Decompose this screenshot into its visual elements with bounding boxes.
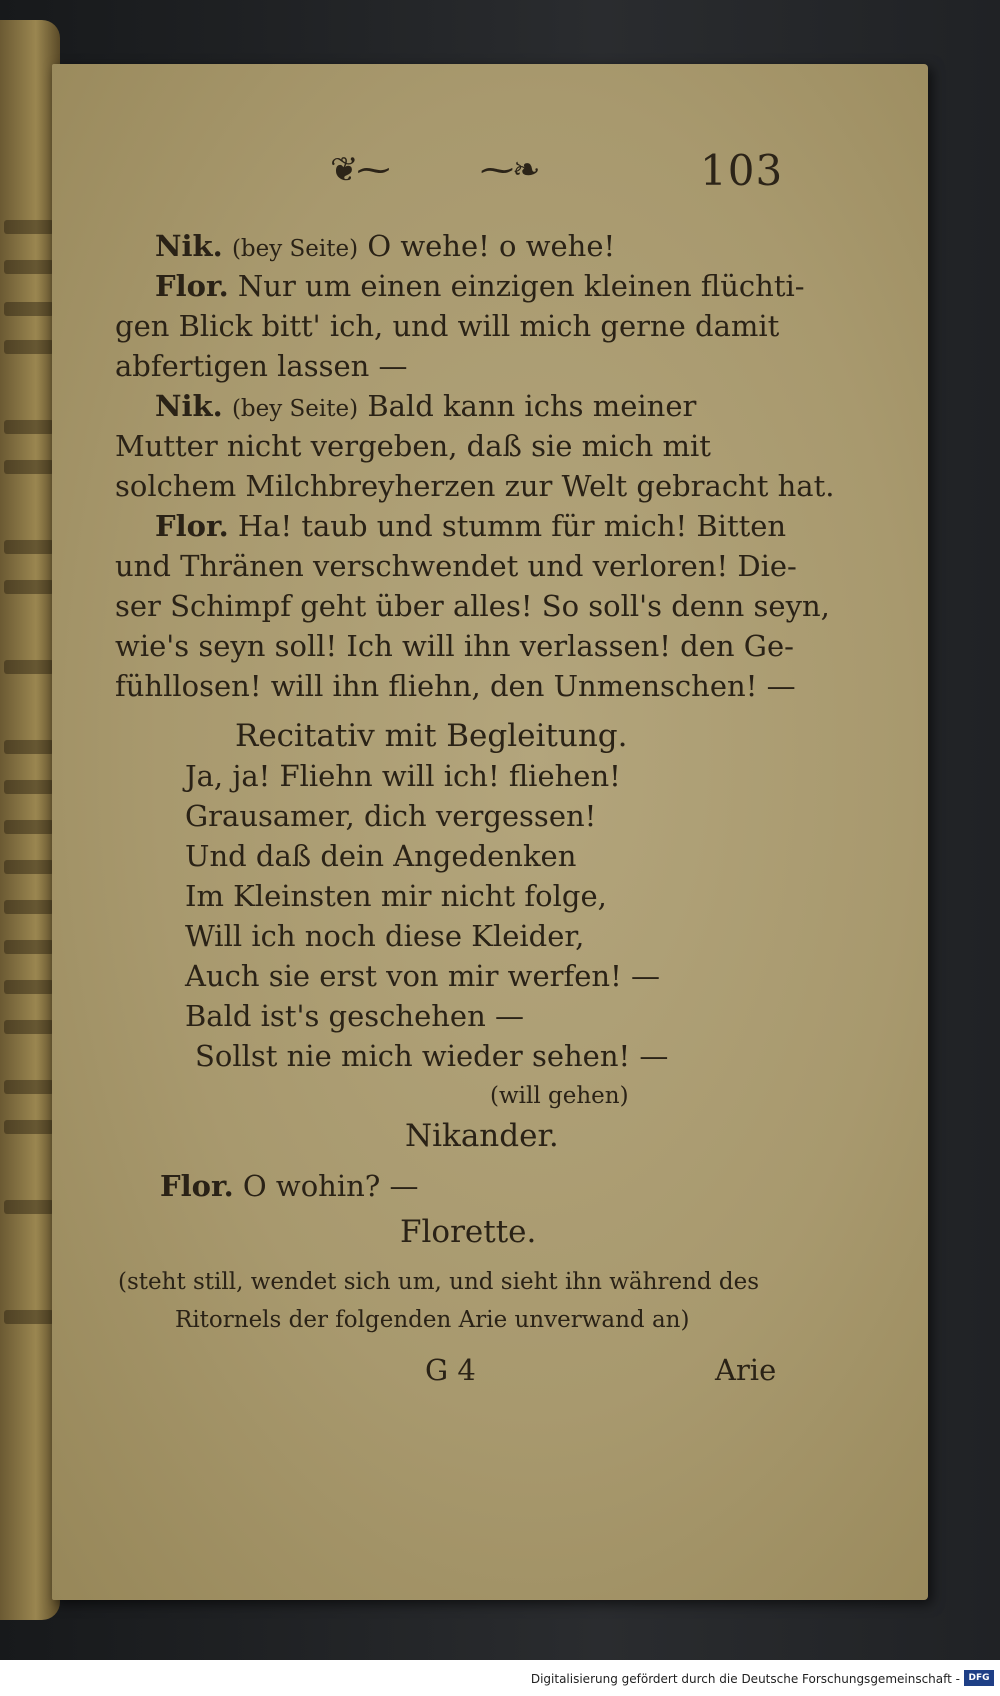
- line-text: Nur um einen einzigen kleinen flüchti-: [237, 269, 805, 303]
- stage-aside: (bey Seite): [231, 396, 359, 422]
- stage-direction: (steht still, wendet sich um, und sieht ihn während des: [118, 1269, 760, 1295]
- dialogue-line: wie's seyn soll! Ich will ihn verlassen! den Ge-: [115, 629, 794, 663]
- header-ornament-left: ❦⁓: [330, 150, 389, 190]
- dialogue-line: fühllosen! will ihn fliehn, den Unmenschen! —: [115, 669, 796, 703]
- dialogue-line: [155, 266, 805, 306]
- line-text: Bald kann ichs meiner: [367, 389, 697, 423]
- dialogue-line: solchem Milchbreyherzen zur Welt gebracht hat.: [115, 469, 835, 503]
- dfg-logo: DFG: [964, 1670, 994, 1686]
- dialogue-line: Mutter nicht vergeben, daß sie mich mit: [115, 429, 711, 463]
- stage-aside: (bey Seite): [231, 236, 359, 262]
- speaker-heading: Florette.: [400, 1214, 537, 1250]
- catchword: Arie: [715, 1353, 777, 1387]
- verse-line: Will ich noch diese Kleider,: [185, 919, 585, 953]
- funding-credit: Digitalisierung gefördert durch die Deutsche Forschungsgemeinschaft -: [530, 1672, 960, 1686]
- speaker: Flor.: [155, 509, 229, 543]
- dialogue-line: [155, 226, 615, 269]
- verse-line: Grausamer, dich vergessen!: [185, 799, 597, 833]
- signature-mark: G 4: [425, 1353, 476, 1387]
- page-number: 103: [700, 146, 784, 195]
- dialogue-line: [155, 506, 786, 546]
- dialogue-line: [155, 386, 696, 429]
- verse-line: Und daß dein Angedenken: [185, 839, 577, 873]
- dialogue-line: und Thränen verschwendet und verloren! Die-: [115, 549, 797, 583]
- verse-line: Auch sie erst von mir werfen! —: [185, 959, 660, 993]
- speaker: Flor.: [155, 269, 229, 303]
- stage-direction: Ritornels der folgenden Arie unverwand an): [175, 1307, 690, 1333]
- speaker: Flor.: [160, 1169, 234, 1203]
- dialogue-line: gen Blick bitt' ich, und will mich gerne damit: [115, 309, 780, 343]
- verse-line: Bald ist's geschehen —: [185, 999, 524, 1033]
- dialogue-line: ser Schimpf geht über alles! So soll's denn seyn,: [115, 589, 830, 623]
- section-heading: Recitativ mit Begleitung.: [235, 718, 628, 754]
- previous-page-edge: [0, 20, 60, 1620]
- stage-direction: (will gehen): [490, 1083, 629, 1109]
- line-text: O wohin? —: [242, 1169, 419, 1203]
- dialogue-line: [160, 1166, 419, 1206]
- dialogue-line: abfertigen lassen —: [115, 349, 408, 383]
- header-ornament-right: ⁓❧: [480, 150, 539, 190]
- line-text: Ha! taub und stumm für mich! Bitten: [237, 509, 787, 543]
- verse-line: Im Kleinsten mir nicht folge,: [185, 879, 607, 913]
- speaker-heading: Nikander.: [405, 1118, 559, 1154]
- verse-line: Ja, ja! Fliehn will ich! fliehen!: [185, 759, 621, 793]
- verse-line: Sollst nie mich wieder sehen! —: [195, 1039, 669, 1073]
- line-text: O wehe! o wehe!: [367, 229, 616, 263]
- speaker: Nik.: [155, 389, 223, 423]
- speaker: Nik.: [155, 229, 223, 263]
